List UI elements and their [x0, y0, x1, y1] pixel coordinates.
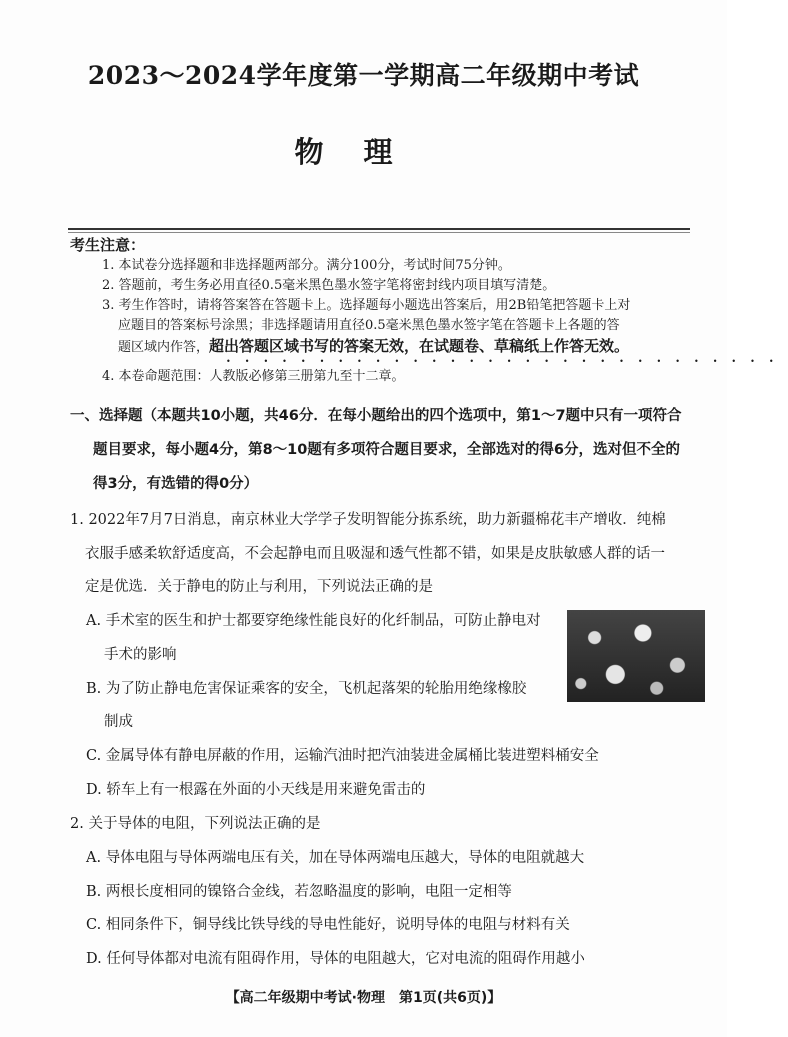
question-stem: 衣服手感柔软舒适度高，不会起静电而且吸湿和透气性都不错，如果是皮肤敏感人群的话一 [85, 546, 665, 562]
question-stem: 1. 2022年7月7日消息，南京林业大学学子发明智能分拣系统，助力新疆棉花丰产增收．纯棉 [70, 512, 666, 528]
cotton-field-image [567, 610, 705, 702]
note-item: 3. 考生作答时，请将答案答在答题卡上。选择题每小题选出答案后，用2B铅笔把答题卡上对 [102, 298, 631, 313]
page-footer: 【高二年级期中考试·物理 第1页(共6页)】 [225, 990, 502, 1006]
notes-heading: 考生注意： [70, 236, 146, 254]
note-item: 1. 本试卷分选择题和非选择题两部分。满分100分，考试时间75分钟。 [102, 258, 511, 273]
note-item-line [118, 336, 629, 358]
note-item: 应题目的答案标号涂黑；非选择题请用直径0.5毫米黑色墨水签字笔在答题卡上各题的答 [118, 318, 620, 333]
option-c: C. 金属导体有静电屏蔽的作用，运输汽油时把汽油装进金属桶比装进塑料桶安全 [86, 748, 599, 764]
note-emphasis: 超出答题区域书写的答案无效，在试题卷、草稿纸上作答无效。 [209, 337, 630, 355]
option-a: A. 导体电阻与导体两端电压有关，加在导体两端电压越大，导体的电阻就越大 [86, 850, 585, 866]
option-a: A. 手术室的医生和护士都要穿绝缘性能良好的化纤制品，可防止静电对 [86, 613, 541, 629]
question-stem: 2. 关于导体的电阻，下列说法正确的是 [70, 816, 321, 832]
note-item: 2. 答题前，考生务必用直径0.5毫米黑色墨水签字笔将密封线内项目填写清楚。 [102, 278, 556, 293]
exam-title: 2023～2024学年度第一学期高二年级期中考试 [87, 61, 640, 90]
option-b: B. 为了防止静电危害保证乘客的安全，飞机起落架的轮胎用绝缘橡胶 [86, 681, 527, 697]
option-b-cont: 制成 [104, 714, 133, 730]
emphasis-dots: •••••••••••••••••••••••••••••• [226, 357, 788, 366]
divider [68, 228, 690, 230]
section-heading: 一、选择题（本题共10小题，共46分．在每小题给出的四个选项中，第1～7题中只有一项符合 [70, 408, 682, 424]
note-item: 4. 本卷命题范围：人教版必修第三册第九至十二章。 [102, 369, 405, 384]
question-stem: 定是优选．关于静电的防止与利用，下列说法正确的是 [85, 579, 433, 595]
option-c: C. 相同条件下，铜导线比铁导线的导电性能好，说明导体的电阻与材料有关 [86, 917, 570, 933]
divider [68, 232, 690, 233]
option-d: D. 任何导体都对电流有阻碍作用，导体的电阻越大，它对电流的阻碍作用越小 [86, 951, 585, 967]
option-b: B. 两根长度相同的镍铬合金线，若忽略温度的影响，电阻一定相等 [86, 884, 512, 900]
section-heading: 得3分，有选错的得0分） [93, 476, 259, 492]
subject-title: 物理 [294, 135, 433, 169]
section-heading: 题目要求，每小题4分，第8～10题有多项符合题目要求，全部选对的得6分，选对但不全的 [93, 442, 680, 458]
option-d: D. 轿车上有一根露在外面的小天线是用来避免雷击的 [86, 782, 426, 798]
note-text: 题区域内作答， [118, 340, 210, 355]
option-a-cont: 手术的影响 [104, 647, 177, 663]
